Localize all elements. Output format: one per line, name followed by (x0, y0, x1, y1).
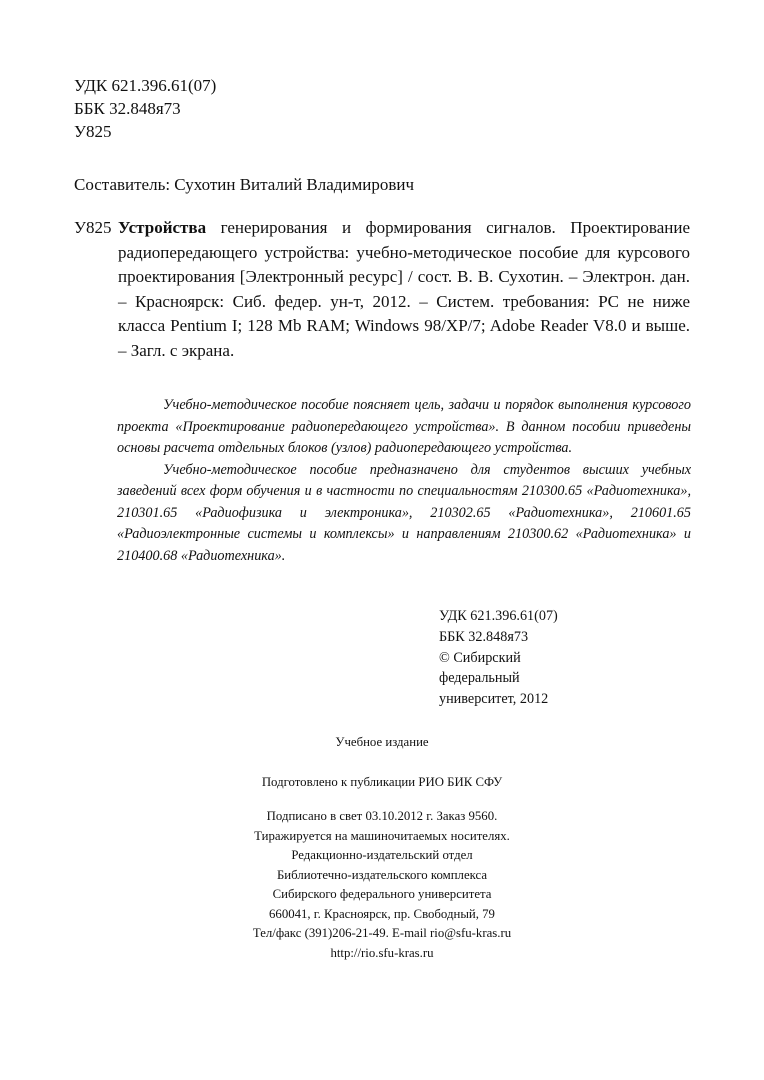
biblio-description (118, 216, 690, 363)
edition-label: Учебное издание (335, 735, 429, 749)
copyright-udk: УДК 621.396.61(07) (439, 608, 558, 624)
prepared-note (0, 773, 764, 793)
biblio-title-rest: генерирования и формирования сигналов. Проектирование радиопередающего устройства: учебно-методическое пособие для курсового проектирования [Электронный ресурс] / сост. В. В. Сухотин. – Электрон. дан. – Красноярск: Сиб. федер. ун-т, 2012. – Систем. требования: PC не ниже класса Pentium I; 128 Mb RAM; Windows 98/XP/7; Adobe Reader V8.0 и выше. – Загл. с экрана. (118, 218, 690, 360)
author-mark: У825 (74, 122, 112, 141)
prepared-label: Подготовлено к публикации РИО БИК СФУ (261, 775, 503, 789)
annotation-paragraph-2: Учебно-методическое пособие предназначено для студентов высших учебных заведений всех форм обучения и в частности по специальностям 210300.65 «Радиотехника», 210301.65 «Радиофизика и электроника», 210302.65 «Радиотехника», 210601.65 «Радиоэлектронные системы и комплексы» и направлениям 210300.62 «Радиотехника» и 210400.68 «Радиотехника». (117, 461, 691, 564)
copyright-block (439, 606, 558, 710)
classification-codes (74, 74, 216, 143)
compiler-line: Составитель: Сухотин Виталий Владимирович (74, 175, 415, 194)
annotation (117, 395, 691, 567)
signed-line: Подписано в свет 03.10.2012 г. Заказ 9560. (266, 809, 498, 823)
website-line: http://rio.sfu-kras.ru (330, 945, 434, 960)
copyright-line-3: университет, 2012 (439, 691, 549, 708)
copyright-line-1: © Сибирский (439, 649, 521, 666)
biblio-title-bold: Устройства (118, 218, 207, 237)
annotation-paragraph-1: Учебно-методическое пособие поясняет цель, задачи и порядок выполнения курсового проекта «Проектирование радиопередающего устройства». В данном пособии приведены основы расчета отдельных блоков (узлов) радиопередающего устройства. (117, 397, 691, 456)
biblio-author-mark: У825 (74, 218, 112, 237)
bbk-code: ББК 32.848я73 (74, 99, 181, 118)
copyright-line-2: федеральный (439, 670, 520, 687)
complex-line: Библиотечно-издательского комплекса (276, 867, 488, 882)
university-line: Сибирского федерального университета (272, 887, 492, 901)
department-line: Редакционно-издательский отдел (291, 848, 473, 862)
publisher-details (0, 807, 764, 963)
address-line: 660041, г. Красноярск, пр. Свободный, 79 (269, 906, 495, 921)
replicated-line: Тиражируется на машиночитаемых носителях. (254, 828, 510, 843)
bibliographic-record (74, 216, 690, 363)
udk-code: УДК 621.396.61(07) (74, 76, 217, 95)
edition-type (0, 733, 764, 753)
contacts-line: Тел/факс (391)206-21-49. E-mail rio@sfu-kras.ru (252, 926, 512, 940)
copyright-bbk: ББК 32.848я73 (439, 628, 529, 645)
